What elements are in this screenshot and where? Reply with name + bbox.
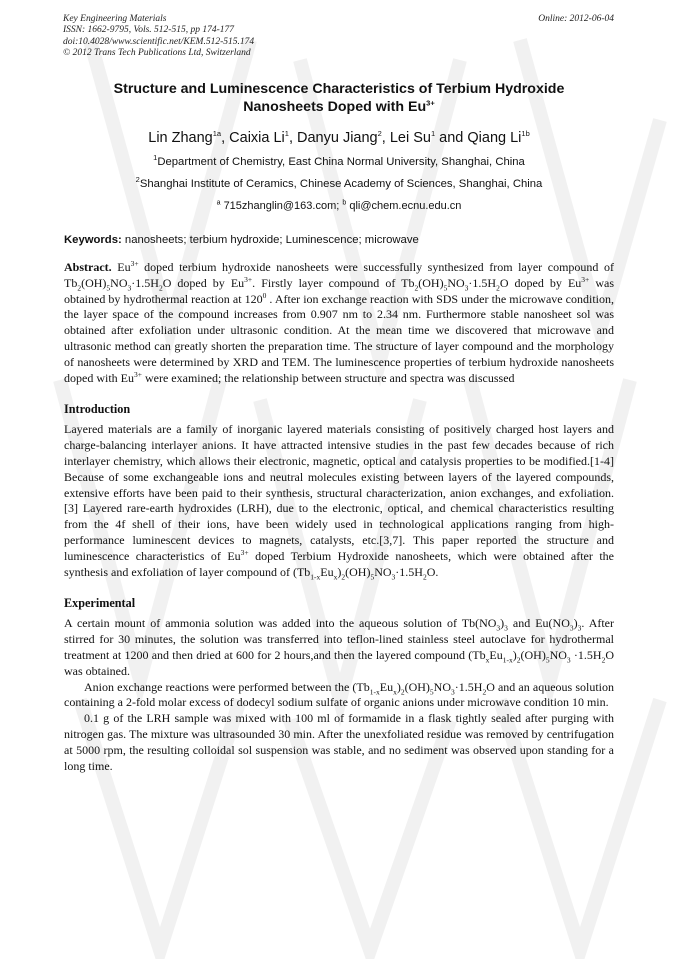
email-b-sup: b <box>342 199 347 207</box>
affiliation-mark: 2 <box>135 175 140 185</box>
author-name: Lei Su <box>389 130 431 146</box>
author-list <box>64 129 614 147</box>
author-separator: , <box>381 130 390 146</box>
journal-issn: ISSN: 1662-9795, Vols. 512-515, pp 174-177 <box>63 25 234 36</box>
affiliation-mark: 1 <box>153 153 158 163</box>
introduction-text: Layered materials are a family of inorganic layered materials consisting of positively charged host layers and charge-balancing interlayer anions. It have attracted intensive studies in the past few decades because of rich interlayer chemistry, which allows their electronic, magnetic, optical and catalysis properties to be modified.[1-4] Because of some exchangeable ions and neutral molecules existing between layers of the layered compounds, extensive efforts have been paid to their synthesis, structural characterization, anion exchanges, and exfoliation.[3] Layered rare-earth hydroxides (LRH), due to the electronic, optical, and chemical characteristics resulting from the 4f shell of their ions, have been widely used in technological applications ranging from high-performance luminescent devices to magnets, catalysts, etc.[3,7]. This paper reported the structure and luminescence characteristics of $Eu^{3+}$ doped Terbium Hydroxide nanosheets, which were obtained after the synthesis and exfoliation of layer compound of $(Tb_{1-x}Eu_x)_2(OH)_5NO_3\cdot 1.5H_2O$. <box>64 422 614 581</box>
abstract-text: $Eu^{3+}$ doped terbium hydroxide nanosheets were successfully synthesized from layer compound of $Tb_2(OH)_5NO_3\cdot 1.5H_2O$ doped by $Eu^{3+}$. Firstly layer compound of $Tb_2(OH)_5NO_3\cdot 1.5H_2O$ doped by $Eu^{3+}$ was obtained by hydrothermal reaction at $120^0$ . After ion exchange reaction with SDS under the microwave condition, the layer space of the compound increases from 0.907 nm to 2.34 nm. Furthermore stable nanosheet sol was obtained after exfoliation under ultrasonic condition. At the mean time we discovered that microwave and ultrasonic method can greatly shorten the preparation time. The structure of layer compound and the morphology of nanosheets were determined by XRD and TEM. The luminescence properties of terbium hydroxide nanosheets doped with $Eu^{3+}$ were examined; the relationship between structure and spectra was discussed <box>64 259 614 385</box>
affiliation <box>64 155 614 169</box>
experimental-heading: Experimental <box>64 596 136 611</box>
title-line-1: Structure and Luminescence Characteristics of Terbium Hydroxide <box>113 81 565 97</box>
author-affiliation-mark: 1 <box>284 129 289 139</box>
experimental-paragraph-1: A certain mount of ammonia solution was added into the aqueous solution of $Tb(NO_3)_3$ and $Eu(NO_3)_3$. After stirred for 30 minutes, the solution was transferred into teflon-lined stainless steel autoclave for hydrothermal treatment at 1200 and then dried at 600 for 2 hours,and then the layered compound $(Tb_xEu_{1-x})_2(OH)_5NO_3 \cdot 1.5H_2O$ was obtained. <box>64 616 615 678</box>
author-affiliation-mark: 2 <box>377 129 382 139</box>
affiliation-text: Shanghai Institute of Ceramics, Chinese Academy of Sciences, Shanghai, China <box>139 178 543 190</box>
email-b: qli@chem.ecnu.edu.cn <box>349 200 462 212</box>
journal-name: Key Engineering Materials <box>63 14 167 24</box>
author-name: Danyu Jiang <box>297 130 378 146</box>
email-a-sup: a <box>216 199 221 207</box>
journal-header <box>63 14 254 60</box>
affiliation <box>64 177 614 191</box>
email-line <box>64 199 614 213</box>
journal-copyright: © 2012 Trans Tech Publications Ltd, Switzerland <box>63 48 251 59</box>
keywords-label: Keywords: <box>64 234 122 246</box>
author-affiliation-mark: 1b <box>521 129 530 139</box>
experimental-paragraph-3: 0.1 g of the LRH sample was mixed with 100 ml of formamide in a flask tightly sealed after purging with nitrogen gas. The mixture was ultrasounded 30 min. After the unexfoliated residue was removed by centrifugation at 5000 rpm, the resulting colloidal sol suspension was stable, and no sediment was observed upon standing for a long time. <box>64 711 614 773</box>
author-affiliation-mark: 1 <box>430 129 436 139</box>
author-separator: , <box>221 130 230 146</box>
author-name: Lin Zhang <box>148 130 213 146</box>
journal-doi: doi:10.4028/www.scientific.net/KEM.512-515.174 <box>63 36 255 47</box>
paper-body <box>64 80 614 774</box>
online-date: Online: 2012-06-04 <box>538 14 614 24</box>
author-separator: , <box>288 130 297 146</box>
author-affiliation-mark: 1a <box>212 129 222 139</box>
paper-title <box>70 80 608 116</box>
title-line-2: Nanosheets Doped with Eu <box>243 99 427 115</box>
keywords-text: nanosheets; terbium hydroxide; Luminescence; microwave <box>124 234 419 246</box>
introduction-heading: Introduction <box>64 402 131 417</box>
experimental-paragraph-2: Anion exchange reactions were performed between the $(Tb_{1-x}Eu_x)_2(OH)_5NO_3\cdot 1.5H_2O$ and an aqueous solution containing a 2-fold molar excess of dodecyl sodium sulfate of organic anions under microwave condition 10 min. <box>64 679 614 710</box>
author-separator: and <box>435 130 468 146</box>
affiliation-text: Department of Chemistry, East China Normal University, Shanghai, China <box>157 156 525 168</box>
title-superscript: 3+ <box>426 98 435 108</box>
keywords <box>64 233 614 247</box>
author-name: Caixia Li <box>229 130 285 146</box>
abstract <box>64 260 614 386</box>
affiliations <box>64 155 614 191</box>
email-a: 715zhanglin@163.com; <box>223 200 340 212</box>
abstract-label: Abstract. <box>64 260 112 274</box>
author-name: Qiang Li <box>467 130 522 146</box>
